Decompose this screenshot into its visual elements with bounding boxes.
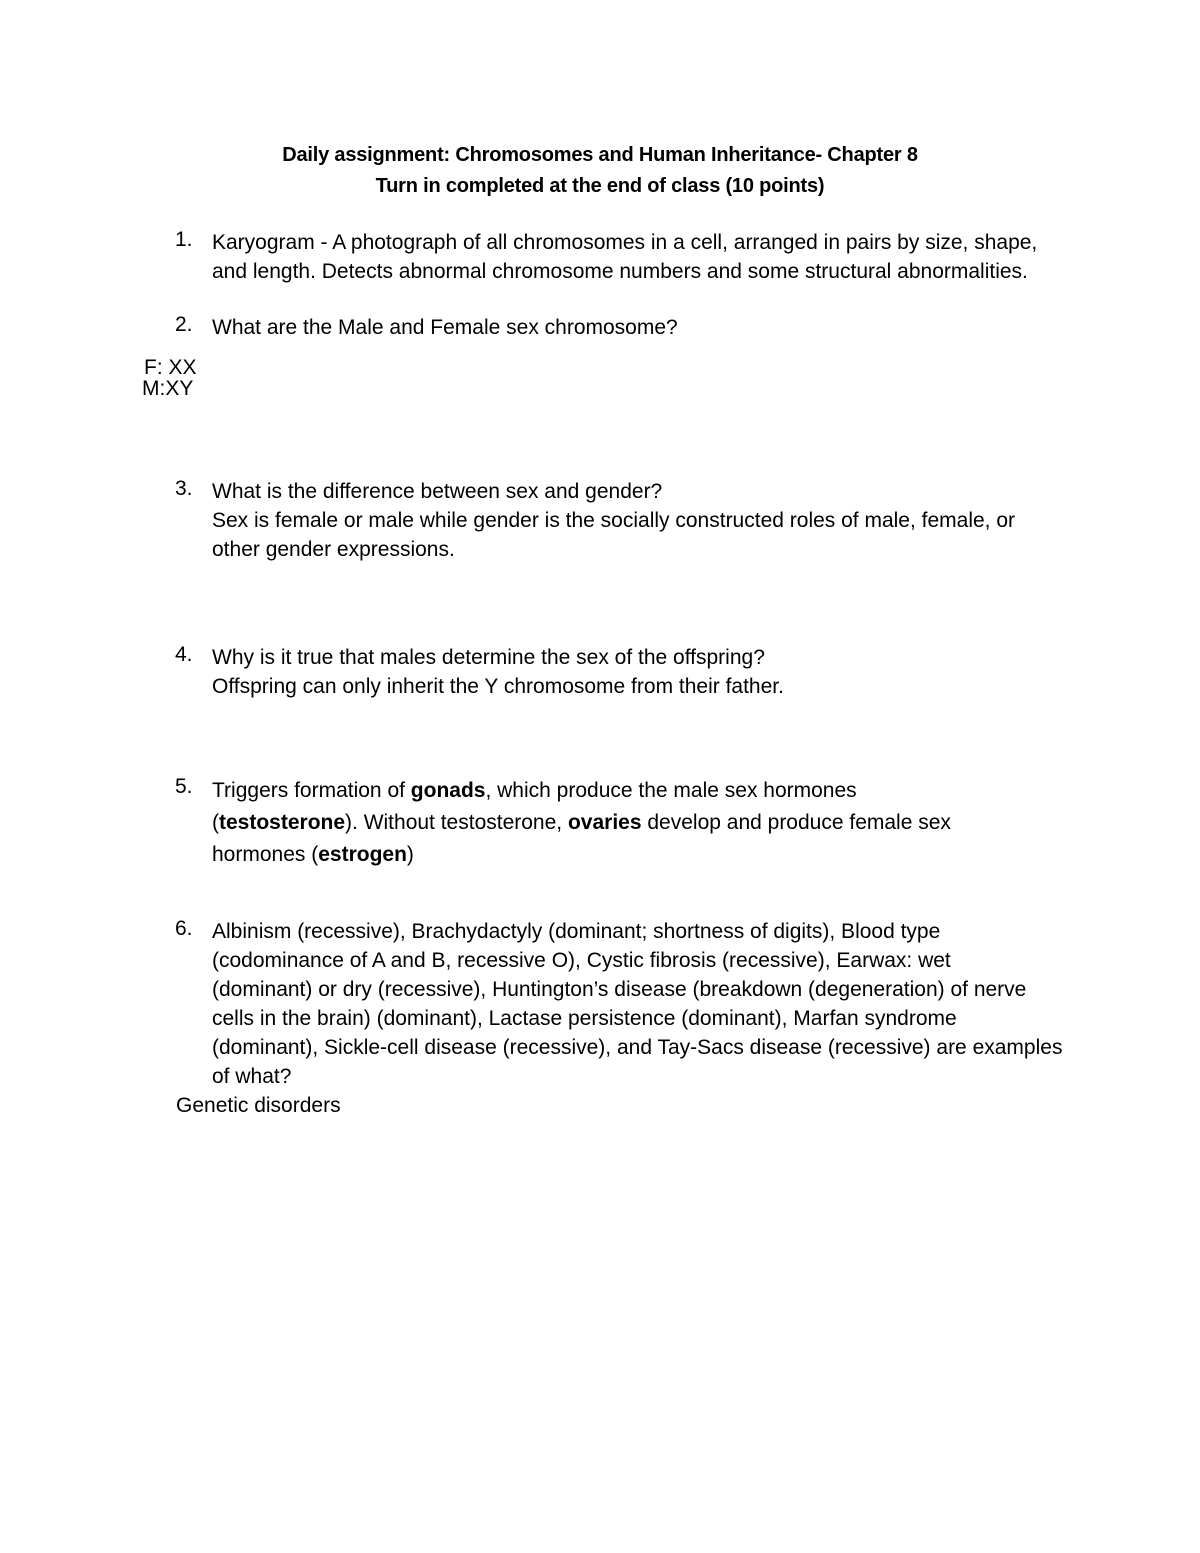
item-text <box>212 228 1072 286</box>
item-line: of what? <box>212 1065 292 1088</box>
text-segment: ( <box>212 811 219 834</box>
bold-term: estrogen <box>318 843 407 866</box>
answer-line: Genetic disorders <box>176 1094 341 1117</box>
item-text <box>212 477 1072 564</box>
item-line: What are the Male and Female sex chromosome? <box>212 316 678 339</box>
item-line: other gender expressions. <box>212 538 455 561</box>
item-line: (codominance of A and B, recessive O), Cystic fibrosis (recessive), Earwax: wet <box>212 949 951 972</box>
bold-term: gonads <box>410 779 486 802</box>
answer-line: M:XY <box>142 377 194 400</box>
page-subtitle: Turn in completed at the end of class (10 points) <box>375 175 825 197</box>
item-line: Why is it true that males determine the sex of the offspring? <box>212 646 765 669</box>
item-text <box>212 917 1072 1091</box>
page-title: Daily assignment: Chromosomes and Human Inheritance- Chapter 8 <box>282 144 918 166</box>
text-segment: hormones ( <box>212 843 319 866</box>
item-line: and length. Detects abnormal chromosome numbers and some structural abnormalities. <box>212 260 1028 283</box>
item-line: (dominant) or dry (recessive), Huntington’s disease (breakdown (degeneration) of nerve <box>212 978 1027 1001</box>
item-number: 3. <box>175 477 193 500</box>
item-text <box>212 313 1072 342</box>
item-number: 4. <box>175 643 193 666</box>
item-line: Offspring can only inherit the Y chromosome from their father. <box>212 675 784 698</box>
item-number: 2. <box>175 313 193 336</box>
text-segment: Triggers formation of <box>212 779 411 802</box>
item-line: What is the difference between sex and gender? <box>212 480 663 503</box>
item-line: (dominant), Sickle-cell disease (recessive), and Tay-Sacs disease (recessive) are examples <box>212 1036 1063 1059</box>
item-line: cells in the brain) (dominant), Lactase persistence (dominant), Marfan syndrome <box>212 1007 957 1030</box>
item-text <box>212 643 1072 701</box>
item-line: Karyogram - A photograph of all chromosomes in a cell, arranged in pairs by size, shape, <box>212 231 1038 254</box>
text-segment: , which produce the male sex hormones <box>485 779 857 802</box>
bold-term: ovaries <box>567 811 642 834</box>
item-line <box>212 775 1072 807</box>
item-number: 6. <box>175 917 193 940</box>
bold-term: testosterone <box>219 811 346 834</box>
answer-line: F: XX <box>144 356 197 379</box>
item-line <box>212 807 1072 839</box>
text-segment: ). Without testosterone, <box>345 811 568 834</box>
item-line: Sex is female or male while gender is the socially constructed roles of male, female, or <box>212 509 1016 532</box>
item-line: Albinism (recessive), Brachydactyly (dominant; shortness of digits), Blood type <box>212 920 941 943</box>
item-number: 1. <box>175 228 193 251</box>
item-text <box>212 775 1072 871</box>
text-segment: develop and produce female sex <box>641 811 951 834</box>
item-number: 5. <box>175 775 193 798</box>
text-segment: ) <box>406 843 414 866</box>
item-line <box>212 839 1072 871</box>
